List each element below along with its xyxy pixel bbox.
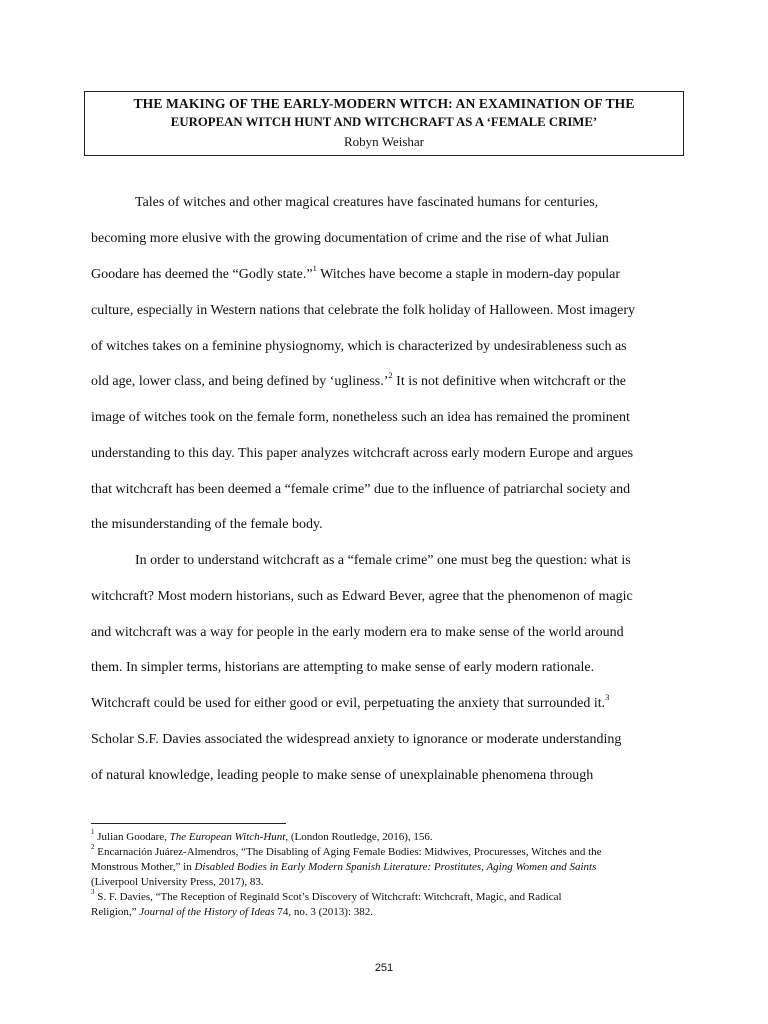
title-box <box>84 91 684 156</box>
body-line: Tales of witches and other magical creatures have fascinated humans for centuries, <box>135 195 599 210</box>
footnote-3 <box>91 888 562 903</box>
body-line: understanding to this day. This paper analyzes witchcraft across early modern Europe and argues <box>91 446 634 461</box>
body-line: that witchcraft has been deemed a “female crime” due to the influence of patriarchal society and <box>91 482 631 497</box>
footnote-text: Monstrous Mother,” in <box>91 861 195 873</box>
body-line <box>91 263 621 283</box>
body-line: In order to understand witchcraft as a “female crime” one must beg the question: what is <box>135 553 631 568</box>
footnote-italic: Disabled Bodies in Early Modern Spanish Literature: Prostitutes, Aging Women and Saints <box>194 861 597 873</box>
footnote-number: 2 <box>91 843 95 852</box>
footnote-text: , (London Routledge, 2016), 156. <box>285 831 433 843</box>
body-line <box>91 370 626 390</box>
footnote-1 <box>91 828 433 843</box>
footnote-number: 1 <box>91 828 95 837</box>
footnote-text: Religion,” <box>91 906 140 918</box>
footnote-2-cont: (Liverpool University Press, 2017), 83. <box>91 876 264 888</box>
footnote-2 <box>91 843 602 858</box>
footnote-text: 74, no. 3 (2013): 382. <box>274 906 374 918</box>
footnote-3-cont <box>91 906 373 918</box>
footnote-divider <box>91 823 286 824</box>
title-line-1: THE MAKING OF THE EARLY-MODERN WITCH: AN EXAMINATION OF THE <box>133 96 635 111</box>
body-text-span: It is not definitive when witchcraft or the <box>392 374 626 389</box>
body-text-span: Witchcraft could be used for either good or evil, perpetuating the anxiety that surrounded it. <box>91 696 606 711</box>
footnote-text: Encarnación Juárez-Almendros, “The Disabling of Aging Female Bodies: Midwives, Procuresses, Witches and the <box>94 846 602 858</box>
body-line: image of witches took on the female form, nonetheless such an idea has remained the prominent <box>91 410 630 425</box>
body-text-span: old age, lower class, and being defined by ‘ugliness.’ <box>91 374 389 389</box>
body-line: becoming more elusive with the growing documentation of crime and the rise of what Julian <box>91 231 609 246</box>
footnote-ref: 1 <box>312 263 317 274</box>
title-line-2: EUROPEAN WITCH HUNT AND WITCHCRAFT AS A ‘FEMALE CRIME’ <box>170 115 598 129</box>
body-line: of natural knowledge, leading people to make sense of unexplainable phenomena through <box>91 768 594 783</box>
body-line: the misunderstanding of the female body. <box>91 517 323 532</box>
page-number: 251 <box>374 962 394 974</box>
footnote-text: S. F. Davies, “The Reception of Reginald Scot’s Discovery of Witchcraft: Witchcraft, Magic, and Radical <box>94 891 562 903</box>
footnote-2-cont <box>91 861 596 873</box>
body-line: witchcraft? Most modern historians, such as Edward Bever, agree that the phenomenon of magic <box>91 589 633 604</box>
footnote-ref: 2 <box>388 370 393 381</box>
body-line: culture, especially in Western nations that celebrate the folk holiday of Halloween. Most imagery <box>91 303 636 318</box>
footnote-ref: 3 <box>605 692 610 703</box>
footnote-number: 3 <box>91 888 95 897</box>
footnote-italic: Journal of the History of Ideas <box>139 906 275 918</box>
body-text-span: Witches have become a staple in modern-day popular <box>316 267 621 282</box>
author-name: Robyn Weishar <box>344 134 424 149</box>
body-line: of witches takes on a feminine physiognomy, which is characterized by undesirableness such as <box>91 339 627 354</box>
body-line: and witchcraft was a way for people in the early modern era to make sense of the world around <box>91 625 624 640</box>
body-line: Scholar S.F. Davies associated the widespread anxiety to ignorance or moderate understanding <box>91 732 622 747</box>
body-text-span: Goodare has deemed the “Godly state.” <box>91 267 313 282</box>
body-line: them. In simpler terms, historians are attempting to make sense of early modern rationale. <box>91 660 595 675</box>
footnote-text: Julian Goodare, <box>94 831 170 843</box>
footnote-italic: The European Witch-Hunt <box>169 831 286 843</box>
body-line <box>91 692 610 712</box>
